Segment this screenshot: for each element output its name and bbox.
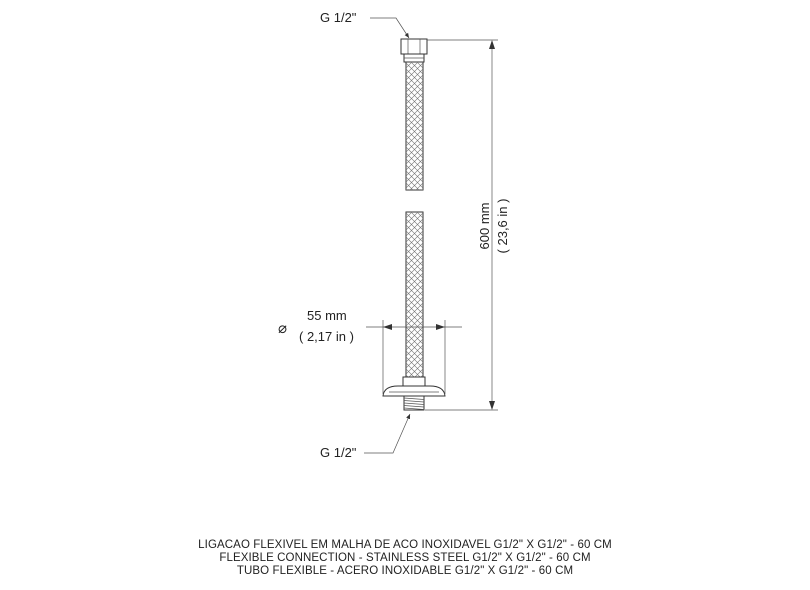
top-fitting <box>401 39 427 62</box>
bottom-fitting <box>383 377 445 410</box>
hose-upper-segment <box>406 45 423 224</box>
escutcheon-flange <box>383 386 445 396</box>
top-thread-callout <box>320 10 409 38</box>
length-in-label: ( 23,6 in ) <box>495 198 510 254</box>
diameter-mm-label: 55 mm <box>307 308 347 323</box>
bottom-thread-callout <box>320 414 410 460</box>
diameter-dimension <box>278 308 462 394</box>
bottom-ferrule <box>403 377 425 386</box>
length-dimension <box>425 40 510 410</box>
caption-line-en: FLEXIBLE CONNECTION - STAINLESS STEEL G1/2" X G1/2" - 60 CM <box>219 552 591 564</box>
top-hex-nut <box>401 39 427 54</box>
top-thread-label: G 1/2" <box>320 10 357 25</box>
diameter-in-label: ( 2,17 in ) <box>299 329 354 344</box>
diameter-symbol: ⌀ <box>278 320 288 337</box>
caption-line-es: TUBO FLEXIBLE - ACERO INOXIDABLE G1/2" X G1/2" - 60 CM <box>236 565 574 577</box>
caption-line-pt: LIGACAO FLEXIVEL EM MALHA DE ACO INOXIDAVEL G1/2" X G1/2" - 60 CM <box>198 539 612 551</box>
bottom-thread-label: G 1/2" <box>320 445 357 460</box>
length-mm-label: 600 mm <box>477 202 492 250</box>
caption <box>198 539 612 577</box>
hose-lower-segment <box>406 195 423 410</box>
